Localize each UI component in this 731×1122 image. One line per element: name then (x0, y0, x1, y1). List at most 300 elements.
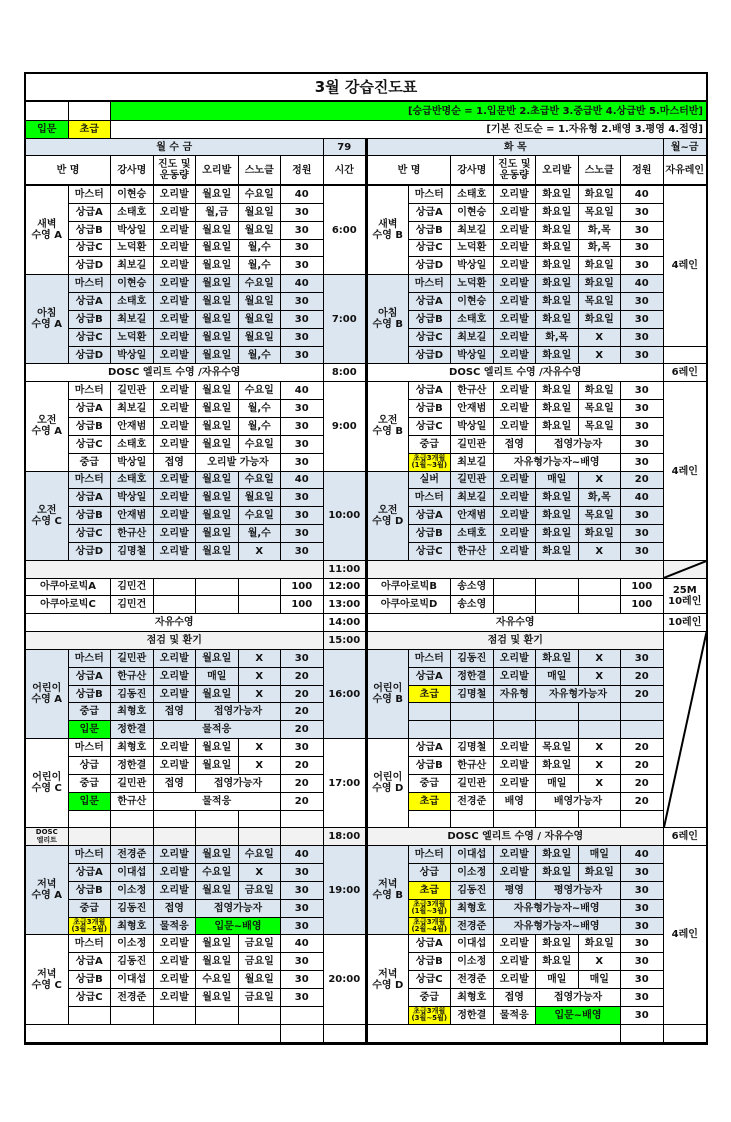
class-level: 초급3개월 (3월~5월) (69, 918, 112, 936)
class-level: 상급A (409, 668, 452, 686)
empty-cell (494, 579, 537, 597)
class-detail: 매일 (536, 775, 579, 793)
class-group-label: 새벽 수영 A (26, 186, 69, 275)
class-capacity: 20 (621, 668, 664, 686)
instructor-name: 최형호 (111, 703, 154, 721)
instructor-name: 전경준 (111, 989, 154, 1007)
instructor-name: 이현승 (451, 293, 494, 311)
class-detail: 접영 (154, 454, 197, 472)
class-detail: 오리발 (154, 186, 197, 204)
class-detail: 오리발 (154, 257, 197, 275)
class-level: 상급A (69, 400, 112, 418)
class-detail: 접영가능자 (196, 900, 281, 918)
aqua-class-name: 아쿠아로빅B (366, 579, 451, 597)
class-level: 상급A (409, 739, 452, 757)
class-level: 마스터 (69, 382, 112, 400)
class-detail: 화,목 (579, 240, 622, 258)
class-detail: 금요일 (239, 953, 282, 971)
free-lane-count: 4레인 (664, 846, 707, 1024)
instructor-name: 길민관 (111, 775, 154, 793)
class-detail: 오리발 (494, 525, 537, 543)
class-detail: 오리발 (494, 186, 537, 204)
class-detail: 월요일 (196, 757, 239, 775)
class-capacity: 100 (621, 579, 664, 597)
class-level: 상급B (409, 311, 452, 329)
class-detail: 오리발 (154, 222, 197, 240)
class-level: 상급C (409, 418, 452, 436)
empty-cell (111, 811, 154, 829)
class-level: 상급A (409, 382, 452, 400)
class-level: 상급B (69, 686, 112, 704)
instructor-name: 길민관 (111, 382, 154, 400)
class-detail: 오리발 (494, 329, 537, 347)
class-capacity: 30 (621, 971, 664, 989)
instructor-name: 김동진 (111, 686, 154, 704)
class-detail: 오리발 (494, 382, 537, 400)
class-detail: 목요일 (579, 400, 622, 418)
class-detail: 월요일 (196, 489, 239, 507)
empty-cell (69, 811, 112, 829)
class-detail: 월요일 (196, 650, 239, 668)
class-detail: 수요일 (239, 186, 282, 204)
instructor-name: 김동진 (451, 882, 494, 900)
class-detail: 화요일 (579, 864, 622, 882)
aqua-class-name: 아쿠아로빅C (26, 596, 111, 614)
class-level: 상급B (409, 400, 452, 418)
instructor-name: 길민관 (451, 436, 494, 454)
instructor-name: 이대섭 (111, 971, 154, 989)
class-capacity: 30 (281, 400, 324, 418)
class-capacity: 100 (621, 596, 664, 614)
class-detail: X (579, 757, 622, 775)
class-capacity: 20 (281, 668, 324, 686)
class-detail: 오리발 (494, 864, 537, 882)
class-capacity: 30 (621, 935, 664, 953)
class-detail: 수요일 (196, 971, 239, 989)
empty-cell (281, 811, 324, 829)
instructor-name: 길민관 (451, 775, 494, 793)
empty-cell (621, 721, 664, 739)
empty-cell (196, 811, 239, 829)
class-detail: 화요일 (579, 186, 622, 204)
class-detail: 오리발 (154, 971, 197, 989)
class-level: 상급D (409, 257, 452, 275)
time-slot: 17:00 (324, 739, 367, 828)
time-slot: 18:00 (324, 828, 367, 846)
class-detail: 오리발 (154, 757, 197, 775)
legend-progress-order: [기본 진도순 = 1.자유형 2.배영 3.평영 4.접영] (111, 121, 706, 139)
elite-label: DOSC 엘리트 (26, 828, 69, 846)
class-level: 마스터 (409, 186, 452, 204)
instructor-name: 김명철 (111, 543, 154, 561)
class-capacity: 30 (281, 204, 324, 222)
empty-cell (451, 703, 494, 721)
class-capacity: 40 (621, 846, 664, 864)
class-capacity: 30 (281, 971, 324, 989)
instructor-name: 최형호 (111, 918, 154, 936)
class-capacity: 30 (621, 1007, 664, 1025)
class-detail: 월요일 (196, 222, 239, 240)
time-slot: 19:00 (324, 846, 367, 935)
free-lane-count: 4레인 (664, 186, 707, 347)
column-header: 스노클 (579, 156, 622, 186)
class-detail: 오리발 (154, 668, 197, 686)
class-detail: 화요일 (536, 311, 579, 329)
class-detail: 화요일 (536, 257, 579, 275)
class-detail: 월요일 (196, 739, 239, 757)
header-count: 79 (324, 139, 367, 156)
class-detail: 월요일 (196, 293, 239, 311)
instructor-name: 송소영 (451, 596, 494, 614)
class-detail: 입문~배영 (196, 918, 281, 936)
class-capacity: 40 (621, 489, 664, 507)
class-detail: 오리발 (494, 472, 537, 490)
empty-cell (239, 596, 282, 614)
class-detail: 접영가능자 (536, 436, 621, 454)
empty-cell (111, 1007, 154, 1025)
instructor-name: 노덕환 (111, 329, 154, 347)
class-level: 상급A (69, 293, 112, 311)
column-header: 오리발 (196, 156, 239, 186)
header-left-days: 월 수 금 (26, 139, 324, 156)
instructor-name: 김명철 (451, 686, 494, 704)
instructor-name: 이소정 (111, 935, 154, 953)
class-level: 상급D (69, 543, 112, 561)
class-detail: 화요일 (536, 275, 579, 293)
class-detail: 평영가능자 (536, 882, 621, 900)
class-detail: 오리발 (154, 204, 197, 222)
class-detail: 오리발 (154, 650, 197, 668)
column-header: 강사명 (451, 156, 494, 186)
class-level: 상급B (69, 507, 112, 525)
class-capacity: 20 (621, 686, 664, 704)
instructor-name: 전경준 (451, 971, 494, 989)
class-detail: 물적응 (154, 721, 282, 739)
class-detail: 배영 (494, 793, 537, 811)
class-capacity: 30 (621, 436, 664, 454)
schedule-banner: DOSC 엘리트 수영 / 자유수영 (366, 828, 664, 846)
class-detail: X (239, 686, 282, 704)
class-detail: 매일 (536, 472, 579, 490)
class-detail: 화,목 (579, 222, 622, 240)
class-group-label: 오전 수영 C (26, 472, 69, 561)
class-capacity: 100 (281, 579, 324, 597)
class-capacity: 30 (281, 436, 324, 454)
class-detail: 수요일 (196, 864, 239, 882)
class-detail: 금요일 (239, 935, 282, 953)
empty-cell (536, 579, 579, 597)
class-detail: 월,수 (239, 240, 282, 258)
class-level: 초급 (409, 793, 452, 811)
class-detail: 목요일 (536, 739, 579, 757)
class-detail: 물적응 (494, 1007, 537, 1025)
class-level: 마스터 (69, 846, 112, 864)
instructor-name: 한규산 (451, 757, 494, 775)
time-slot: 12:00 (324, 579, 367, 597)
instructor-name: 소태호 (451, 186, 494, 204)
class-level: 상급B (69, 418, 112, 436)
schedule-banner: 점검 및 환기 (366, 632, 664, 650)
class-detail: 접영 (494, 989, 537, 1007)
instructor-name: 최형호 (451, 989, 494, 1007)
class-detail: 금요일 (239, 882, 282, 900)
instructor-name: 김동진 (451, 650, 494, 668)
class-level: 중급 (69, 900, 112, 918)
class-level: 상급A (409, 935, 452, 953)
instructor-name: 안재범 (451, 400, 494, 418)
column-header: 강사명 (111, 156, 154, 186)
class-detail: X (579, 543, 622, 561)
time-slot: 9:00 (324, 382, 367, 471)
class-detail: 월요일 (196, 472, 239, 490)
instructor-name: 최보길 (451, 329, 494, 347)
class-level: 초급3개월 (3월~5월) (409, 1007, 452, 1025)
class-capacity: 30 (281, 918, 324, 936)
class-detail: 오리발 가능자 (196, 454, 281, 472)
instructor-name: 전경준 (451, 793, 494, 811)
empty-cell (579, 721, 622, 739)
class-detail: X (579, 739, 622, 757)
class-capacity: 30 (621, 293, 664, 311)
class-detail: X (239, 739, 282, 757)
instructor-name: 김동진 (111, 900, 154, 918)
class-capacity: 30 (621, 918, 664, 936)
class-detail: 평영 (494, 882, 537, 900)
class-detail: 자유형가능자 (536, 686, 621, 704)
class-level: 초급 (409, 882, 452, 900)
class-level: 상급A (409, 507, 452, 525)
class-capacity: 30 (621, 257, 664, 275)
class-level: 상급A (69, 864, 112, 882)
class-detail: X (579, 953, 622, 971)
empty-cell (579, 703, 622, 721)
class-detail: 오리발 (154, 275, 197, 293)
class-capacity: 30 (621, 222, 664, 240)
class-detail: 수요일 (239, 436, 282, 454)
blank-cell (69, 102, 112, 121)
class-detail: 화요일 (536, 935, 579, 953)
instructor-name: 소태호 (111, 472, 154, 490)
class-level: 초급3개월 (1월~3월) (409, 454, 452, 472)
class-group-label: 어린이 수영 C (26, 739, 69, 828)
time-slot: 6:00 (324, 186, 367, 275)
class-detail: 접영가능자 (196, 703, 281, 721)
page-title: 3월 강습진도표 (26, 74, 706, 102)
empty-cell (494, 811, 537, 829)
column-header-time: 시간 (324, 156, 367, 186)
empty-cell (154, 596, 197, 614)
class-level: 상급B (69, 971, 112, 989)
class-group-label: 어린이 수영 D (366, 739, 409, 828)
empty-cell (494, 596, 537, 614)
empty-cell (451, 811, 494, 829)
blank-cell (26, 102, 69, 121)
class-detail: 월,수 (239, 347, 282, 365)
class-detail: 월요일 (239, 311, 282, 329)
class-detail: 화요일 (536, 543, 579, 561)
empty-cell (154, 811, 197, 829)
empty-cell (621, 1025, 664, 1043)
empty-cell (536, 596, 579, 614)
class-detail: 화요일 (536, 418, 579, 436)
class-level: 마스터 (409, 650, 452, 668)
class-detail: X (579, 668, 622, 686)
class-detail: 월요일 (196, 882, 239, 900)
class-detail: 월요일 (196, 311, 239, 329)
class-detail: X (239, 864, 282, 882)
class-detail: 오리발 (154, 882, 197, 900)
class-capacity: 20 (281, 793, 324, 811)
class-level: 중급 (409, 775, 452, 793)
instructor-name: 박상일 (111, 454, 154, 472)
class-capacity: 20 (281, 721, 324, 739)
class-capacity: 40 (281, 186, 324, 204)
empty-cell (621, 703, 664, 721)
class-level: 상급A (409, 204, 452, 222)
class-level: 상급B (409, 525, 452, 543)
class-detail: 월,수 (239, 400, 282, 418)
class-detail: 오리발 (154, 347, 197, 365)
class-capacity: 30 (281, 989, 324, 1007)
class-capacity: 30 (621, 329, 664, 347)
class-detail: 화요일 (536, 489, 579, 507)
class-detail: 오리발 (494, 668, 537, 686)
class-level: 상급A (69, 953, 112, 971)
class-level: 상급C (69, 240, 112, 258)
class-level: 상급B (69, 311, 112, 329)
instructor-name: 한규산 (451, 382, 494, 400)
class-detail: X (579, 329, 622, 347)
class-capacity: 30 (621, 882, 664, 900)
instructor-name: 이현승 (111, 275, 154, 293)
class-detail: 화요일 (536, 240, 579, 258)
time-slot: 20:00 (324, 935, 367, 1024)
instructor-name: 소태호 (111, 204, 154, 222)
class-level: 상급A (69, 204, 112, 222)
class-detail: 월요일 (196, 436, 239, 454)
header-right-days: 화 목 (366, 139, 664, 156)
class-capacity: 30 (281, 739, 324, 757)
class-capacity: 40 (281, 846, 324, 864)
free-lane-count: 4레인 (664, 382, 707, 560)
class-detail: 화요일 (579, 935, 622, 953)
empty-cell (111, 828, 154, 846)
instructor-name: 이소정 (451, 864, 494, 882)
instructor-name: 이대섭 (451, 846, 494, 864)
empty-row (366, 1025, 621, 1043)
instructor-name: 안재범 (111, 418, 154, 436)
class-detail: 오리발 (494, 971, 537, 989)
instructor-name: 정한결 (111, 757, 154, 775)
class-detail: 화요일 (536, 650, 579, 668)
header-lane-days: 월~금 (664, 139, 707, 156)
empty-cell (196, 1007, 239, 1025)
class-detail: 매일 (579, 846, 622, 864)
instructor-name: 이현승 (111, 186, 154, 204)
class-detail: 오리발 (154, 989, 197, 1007)
class-detail: 월,수 (239, 418, 282, 436)
instructor-name: 박상일 (111, 347, 154, 365)
class-level: 상급C (409, 240, 452, 258)
class-detail: 오리발 (154, 400, 197, 418)
instructor-name: 이소정 (451, 953, 494, 971)
class-capacity: 30 (281, 347, 324, 365)
class-detail: X (579, 472, 622, 490)
class-level: 입문 (69, 793, 112, 811)
class-capacity: 30 (281, 543, 324, 561)
lane-diagonal (664, 561, 707, 579)
empty-cell (69, 1007, 112, 1025)
instructor-name: 송소영 (451, 579, 494, 597)
instructor-name: 이대섭 (111, 864, 154, 882)
class-level: 상급D (69, 347, 112, 365)
instructor-name: 한규산 (451, 543, 494, 561)
class-detail: 월요일 (196, 257, 239, 275)
column-header-class: 반 명 (26, 156, 111, 186)
empty-cell (409, 811, 452, 829)
class-detail: 월요일 (196, 418, 239, 436)
class-detail: 목요일 (579, 418, 622, 436)
class-capacity: 40 (621, 186, 664, 204)
class-capacity: 30 (281, 953, 324, 971)
empty-cell (494, 721, 537, 739)
class-detail: 월요일 (196, 686, 239, 704)
aqua-class-name: 아쿠아로빅A (26, 579, 111, 597)
class-detail: X (239, 668, 282, 686)
class-detail: 월,수 (239, 257, 282, 275)
class-level: 초급3개월 (1월~3월) (409, 900, 452, 918)
instructor-name: 박상일 (451, 347, 494, 365)
class-level: 상급B (409, 222, 452, 240)
schedule-table (24, 72, 708, 1045)
class-detail: 화요일 (536, 953, 579, 971)
class-detail: 오리발 (494, 650, 537, 668)
schedule-banner: 점검 및 환기 (26, 632, 324, 650)
instructor-name: 정한결 (451, 1007, 494, 1025)
class-capacity: 20 (281, 757, 324, 775)
empty-cell (196, 579, 239, 597)
class-capacity: 30 (281, 864, 324, 882)
column-header: 진도 및 운동량 (494, 156, 537, 186)
class-group-label: 저녁 수영 D (366, 935, 409, 1024)
empty-cell (536, 721, 579, 739)
class-capacity: 30 (621, 989, 664, 1007)
schedule-banner: DOSC 엘리트 수영 /자유수영 (366, 364, 664, 382)
empty-cell (239, 811, 282, 829)
instructor-name: 한규산 (111, 793, 154, 811)
instructor-name: 길민관 (451, 472, 494, 490)
class-detail: 화요일 (536, 507, 579, 525)
empty-row (26, 1025, 281, 1043)
class-capacity: 30 (281, 329, 324, 347)
class-group-label: 저녁 수영 B (366, 846, 409, 935)
class-detail: 월요일 (196, 953, 239, 971)
class-level: 상급D (69, 257, 112, 275)
class-level: 중급 (409, 436, 452, 454)
class-level: 마스터 (409, 489, 452, 507)
aqua-class-name: 아쿠아로빅D (366, 596, 451, 614)
instructor-name: 김민건 (111, 579, 154, 597)
class-capacity: 30 (621, 347, 664, 365)
instructor-name: 최보길 (111, 400, 154, 418)
class-detail: 월요일 (196, 543, 239, 561)
class-group-label: 오전 수영 D (366, 472, 409, 561)
class-detail: 목요일 (579, 204, 622, 222)
class-capacity: 30 (281, 525, 324, 543)
class-level: 마스터 (69, 186, 112, 204)
class-detail: 월요일 (239, 971, 282, 989)
class-capacity: 30 (281, 222, 324, 240)
